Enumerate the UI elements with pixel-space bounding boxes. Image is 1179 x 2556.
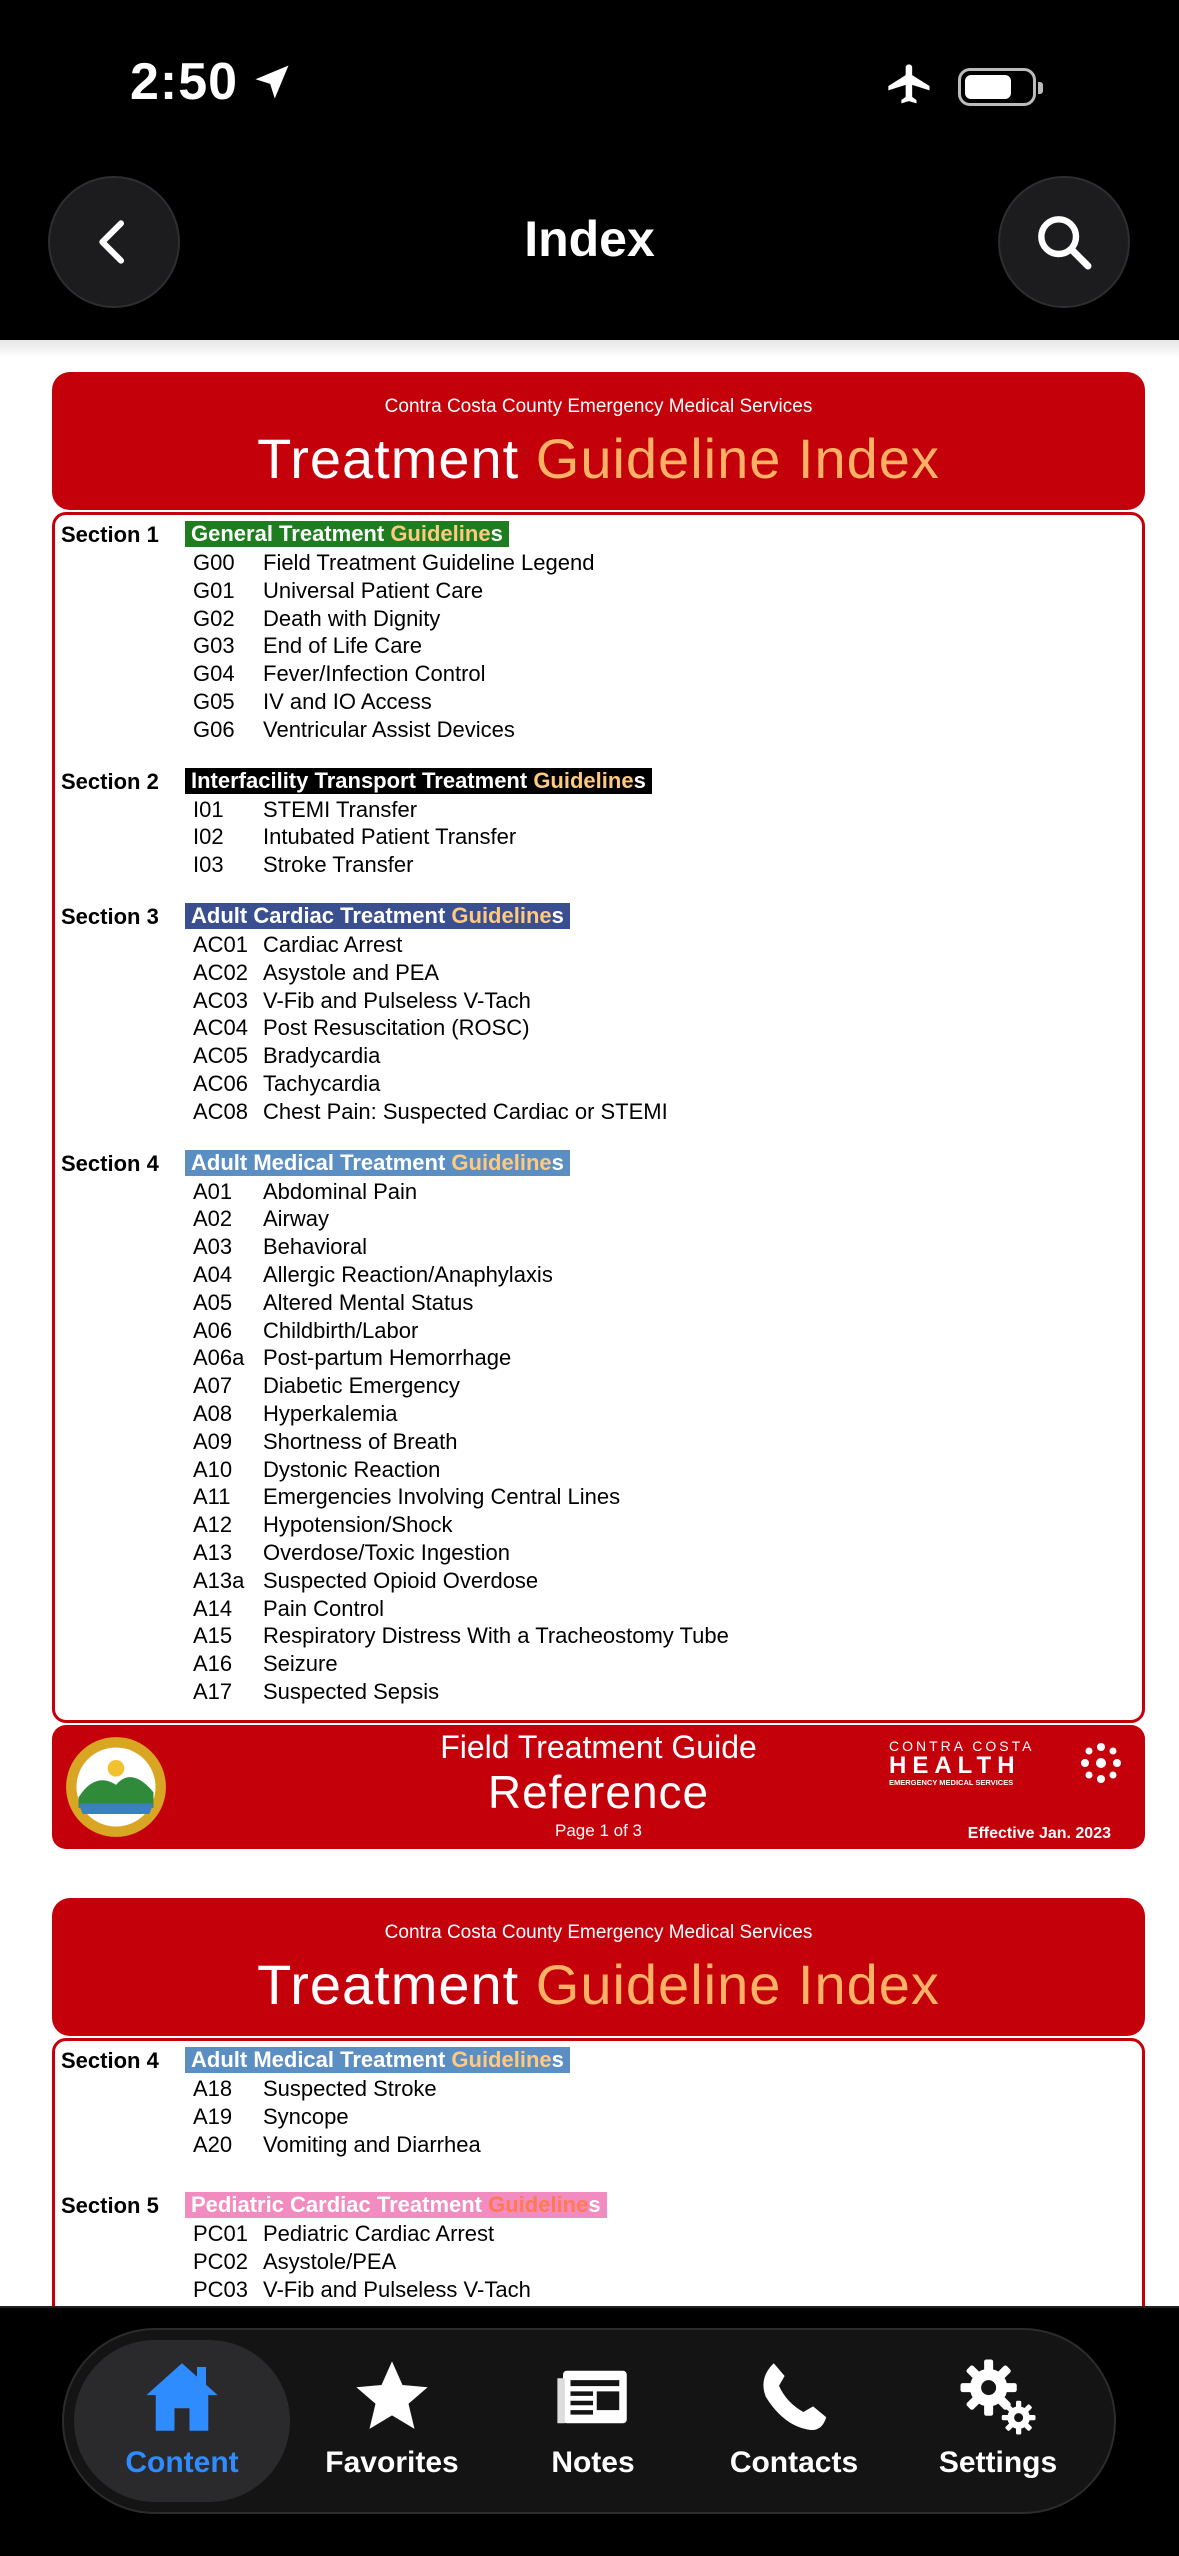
section-label: Section 2: [61, 768, 159, 794]
guideline-link[interactable]: A04 Allergic Reaction/Anaphylaxis: [193, 1261, 553, 1287]
star-icon: [347, 2352, 437, 2442]
guideline-link[interactable]: I03 Stroke Transfer: [193, 852, 414, 878]
guideline-link[interactable]: A15 Respiratory Distress With a Tracheostomy Tube: [193, 1623, 729, 1649]
guideline-link[interactable]: PC02 Asystole/PEA: [193, 2249, 397, 2275]
page-banner: [52, 1898, 1145, 2036]
tab-notes[interactable]: [485, 2340, 701, 2502]
section-heading[interactable]: Pediatric Cardiac Treatment Guidelines: [185, 2192, 607, 2218]
index-title: Treatment Guideline Index: [257, 1953, 940, 2016]
page-title: Index: [524, 211, 655, 267]
guideline-link[interactable]: I02 Intubated Patient Transfer: [193, 824, 517, 850]
guideline-link[interactable]: A18 Suspected Stroke: [193, 2076, 437, 2101]
tab-settings[interactable]: [890, 2340, 1106, 2502]
page-footer: [52, 1725, 1145, 1849]
section-4: [55, 1150, 1142, 1706]
section-4: [55, 2047, 1142, 2158]
guideline-link[interactable]: G03 End of Life Care: [193, 633, 422, 659]
svg-text:CONTRA COSTA: CONTRA COSTA: [889, 1737, 1035, 1754]
section-heading[interactable]: Adult Medical Treatment Guidelines: [185, 2047, 570, 2073]
guideline-link[interactable]: A01 Abdominal Pain: [193, 1178, 418, 1204]
page-number: Page 1 of 3: [555, 1820, 642, 1840]
guideline-link[interactable]: A05 Altered Mental Status: [193, 1289, 474, 1315]
guideline-link[interactable]: G02 Death with Dignity: [193, 605, 441, 631]
section-heading[interactable]: Adult Medical Treatment Guidelines: [185, 1150, 570, 1176]
guideline-list: [52, 512, 1145, 1723]
tab-favorites[interactable]: [284, 2340, 500, 2502]
section-1: [55, 521, 1142, 744]
organization-name: Contra Costa County Emergency Medical Services: [384, 396, 813, 417]
gear-icon: [953, 2352, 1043, 2442]
location-arrow-icon: [250, 60, 294, 104]
document-viewer[interactable]: [0, 340, 1179, 2306]
guideline-link[interactable]: G06 Ventricular Assist Devices: [193, 716, 515, 742]
status-bar: [0, 0, 1179, 170]
section-2: [55, 768, 1142, 879]
guideline-link[interactable]: A06 Childbirth/Labor: [193, 1317, 419, 1343]
guideline-link[interactable]: G01 Universal Patient Care: [193, 577, 484, 603]
svg-text:HEALTH: HEALTH: [889, 1751, 1021, 1779]
tab-bar-container: [0, 2306, 1179, 2556]
guideline-link[interactable]: A13a Suspected Opioid Overdose: [193, 1567, 539, 1593]
phone-icon: [749, 2352, 839, 2442]
guideline-link[interactable]: AC08 Chest Pain: Suspected Cardiac or STEMI: [193, 1098, 668, 1124]
tab-label: Settings: [938, 2446, 1058, 2479]
status-time: 2:50: [130, 53, 239, 111]
page-banner: [52, 372, 1145, 510]
guideline-link[interactable]: AC02 Asystole and PEA: [193, 959, 440, 985]
notes-icon: [548, 2352, 638, 2442]
guideline-link[interactable]: A10 Dystonic Reaction: [193, 1456, 441, 1482]
guideline-link[interactable]: G00 Field Treatment Guideline Legend: [193, 550, 595, 575]
guideline-link[interactable]: PC03 V-Fib and Pulseless V-Tach: [193, 2276, 531, 2302]
guideline-link[interactable]: A16 Seizure: [193, 1651, 338, 1677]
footer-reference: Reference: [487, 1765, 710, 1818]
guideline-link[interactable]: A13 Overdose/Toxic Ingestion: [193, 1539, 511, 1565]
section-label: Section 3: [61, 903, 159, 929]
guideline-link[interactable]: A14 Pain Control: [193, 1595, 385, 1621]
guideline-link[interactable]: A19 Syncope: [193, 2103, 349, 2129]
guideline-link[interactable]: A03 Behavioral: [193, 1234, 367, 1260]
guideline-link[interactable]: AC01 Cardiac Arrest: [193, 931, 403, 957]
guideline-link[interactable]: A12 Hypotension/Shock: [193, 1512, 453, 1538]
section-label: Section 4: [61, 2048, 159, 2073]
guideline-link[interactable]: PC01 Pediatric Cardiac Arrest: [193, 2221, 495, 2247]
guideline-link[interactable]: A20 Vomiting and Diarrhea: [193, 2131, 481, 2157]
search-button[interactable]: [998, 176, 1130, 308]
navigation-bar: [0, 170, 1179, 340]
airplane-mode-icon: [884, 60, 936, 112]
guideline-link[interactable]: A07 Diabetic Emergency: [193, 1373, 460, 1399]
section-label: Section 4: [61, 1150, 159, 1176]
tab-contacts[interactable]: [686, 2340, 902, 2502]
guideline-link[interactable]: AC06 Tachycardia: [193, 1070, 381, 1096]
effective-date: Effective Jan. 2023: [967, 1824, 1111, 1842]
guideline-link[interactable]: A11 Emergencies Involving Central Lines: [193, 1484, 621, 1510]
home-icon: [137, 2352, 227, 2442]
tab-label: Favorites: [325, 2446, 459, 2479]
organization-name: Contra Costa County Emergency Medical Services: [384, 1922, 813, 1943]
section-3: [55, 903, 1142, 1126]
tab-label: Notes: [551, 2446, 635, 2479]
guideline-link[interactable]: A09 Shortness of Breath: [193, 1428, 458, 1454]
document-page: [52, 1898, 1145, 2373]
guideline-link[interactable]: A17 Suspected Sepsis: [193, 1678, 440, 1704]
battery-icon: [958, 68, 1036, 106]
section-heading[interactable]: Interfacility Transport Treatment Guidelines: [185, 768, 652, 794]
svg-text:EMERGENCY MEDICAL SERVICES: EMERGENCY MEDICAL SERVICES: [889, 1777, 1014, 1787]
guideline-link[interactable]: G05 IV and IO Access: [193, 688, 432, 714]
guideline-link[interactable]: A06a Post-partum Hemorrhage: [193, 1345, 512, 1371]
section-label: Section 5: [61, 2193, 159, 2219]
contra-costa-health-logo: [889, 1733, 1129, 1793]
guideline-link[interactable]: AC04 Post Resuscitation (ROSC): [193, 1015, 530, 1041]
section-label: Section 1: [61, 522, 159, 547]
section-heading[interactable]: General Treatment Guidelines: [185, 521, 509, 547]
index-title: Treatment Guideline Index: [257, 427, 940, 490]
tab-label: Content: [125, 2446, 239, 2479]
guideline-link[interactable]: A08 Hyperkalemia: [193, 1400, 398, 1426]
document-page: [52, 372, 1145, 1849]
tab-content[interactable]: [74, 2340, 290, 2502]
guideline-link[interactable]: AC05 Bradycardia: [193, 1043, 381, 1069]
tab-label: Contacts: [729, 2446, 859, 2479]
footer-subtitle: Field Treatment Guide: [440, 1728, 757, 1765]
search-icon: [1032, 210, 1096, 274]
section-heading[interactable]: Adult Cardiac Treatment Guidelines: [185, 903, 570, 929]
guideline-link[interactable]: I01 STEMI Transfer: [193, 796, 418, 822]
guideline-link[interactable]: A02 Airway: [193, 1206, 330, 1232]
tab-bar: [62, 2328, 1116, 2514]
guideline-link[interactable]: G04 Fever/Infection Control: [193, 661, 486, 687]
guideline-link[interactable]: AC03 V-Fib and Pulseless V-Tach: [193, 987, 531, 1013]
